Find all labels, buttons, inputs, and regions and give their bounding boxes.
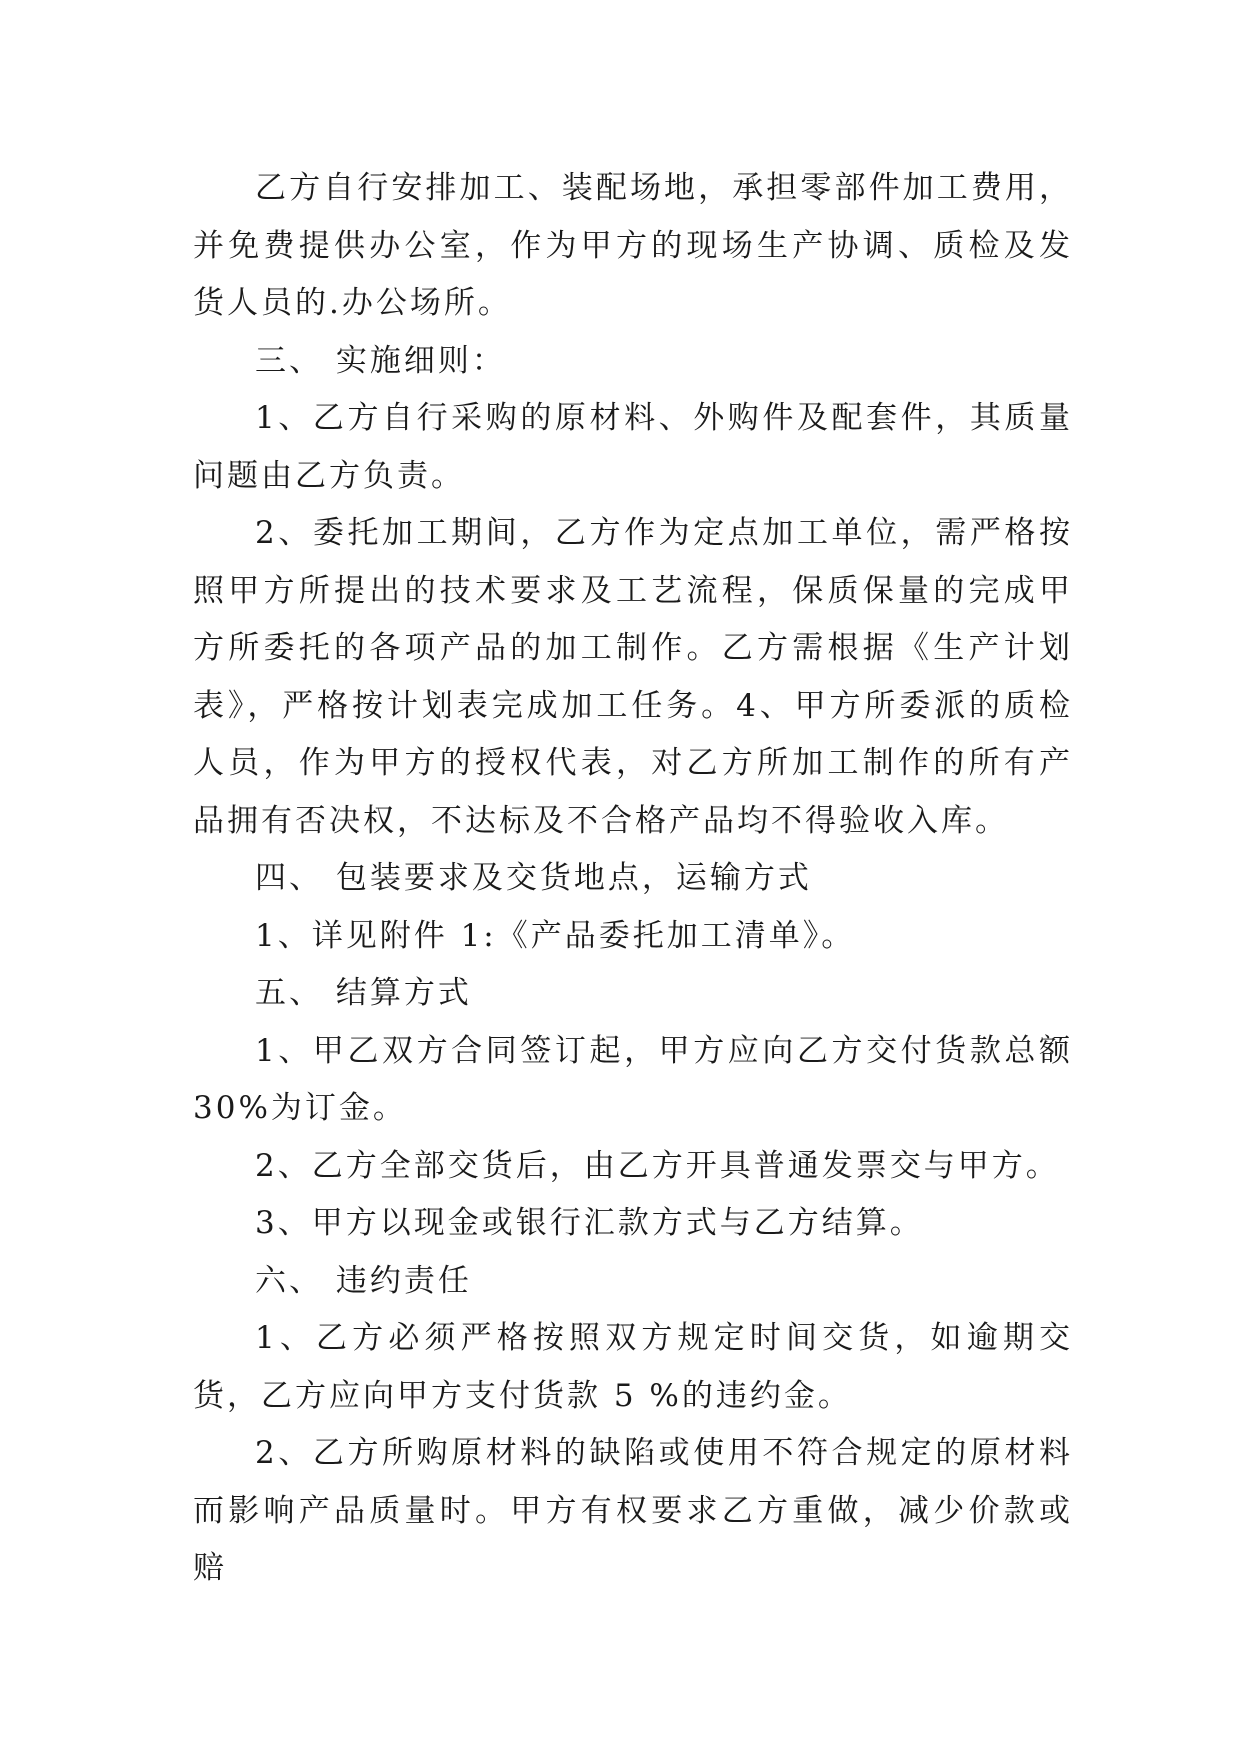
section-heading-3: 三、 实施细则：	[255, 342, 506, 379]
paragraph-4-1: 1、详见附件 1:《产品委托加工清单》。	[255, 917, 856, 954]
paragraph-5-1: 1、甲乙双方合同签订起，甲方应向乙方交付货款总额30%为订金。	[193, 1032, 1073, 1126]
paragraph-5-2: 2、乙方全部交货后，由乙方开具普通发票交与甲方。	[255, 1147, 1060, 1184]
paragraph-6-1: 1、乙方必须严格按照双方规定时间交货，如逾期交货，乙方应向甲方支付货款 5 %的违约金。	[193, 1320, 1073, 1414]
section-heading-4: 四、 包装要求及交货地点，运输方式	[255, 860, 812, 896]
paragraph-3-2: 2、委托加工期间，乙方作为定点加工单位，需严格按照甲方所提出的技术要求及工艺流程，保质保量的完成甲方所委托的各项产品的加工制作。乙方需根据《生产计划表》，严格按计划表完成加工任务。4、甲方所委派的质检人员，作为甲方的授权代表，对乙方所加工制作的所有产品拥有否决权，不达标及不合格产品均不得验收入库。	[193, 515, 1073, 839]
section-heading-5: 五、 结算方式	[255, 975, 472, 1011]
paragraph-6-2: 2、乙方所购原材料的缺陷或使用不符合规定的原材料而影响产品质量时。甲方有权要求乙方重做，减少价款或赔	[193, 1435, 1073, 1586]
section-heading-6: 六、 违约责任	[255, 1262, 472, 1299]
paragraph-3-1: 1、乙方自行采购的原材料、外购件及配套件，其质量问题由乙方负责。	[193, 400, 1073, 494]
document-body	[193, 160, 1073, 1598]
paragraph-venue: 乙方自行安排加工、装配场地，承担零部件加工费用，并免费提供办公室，作为甲方的现场生产协调、质检及发货人员的.办公场所。	[193, 170, 1073, 321]
paragraph-5-3: 3、甲方以现金或银行汇款方式与乙方结算。	[255, 1205, 924, 1241]
